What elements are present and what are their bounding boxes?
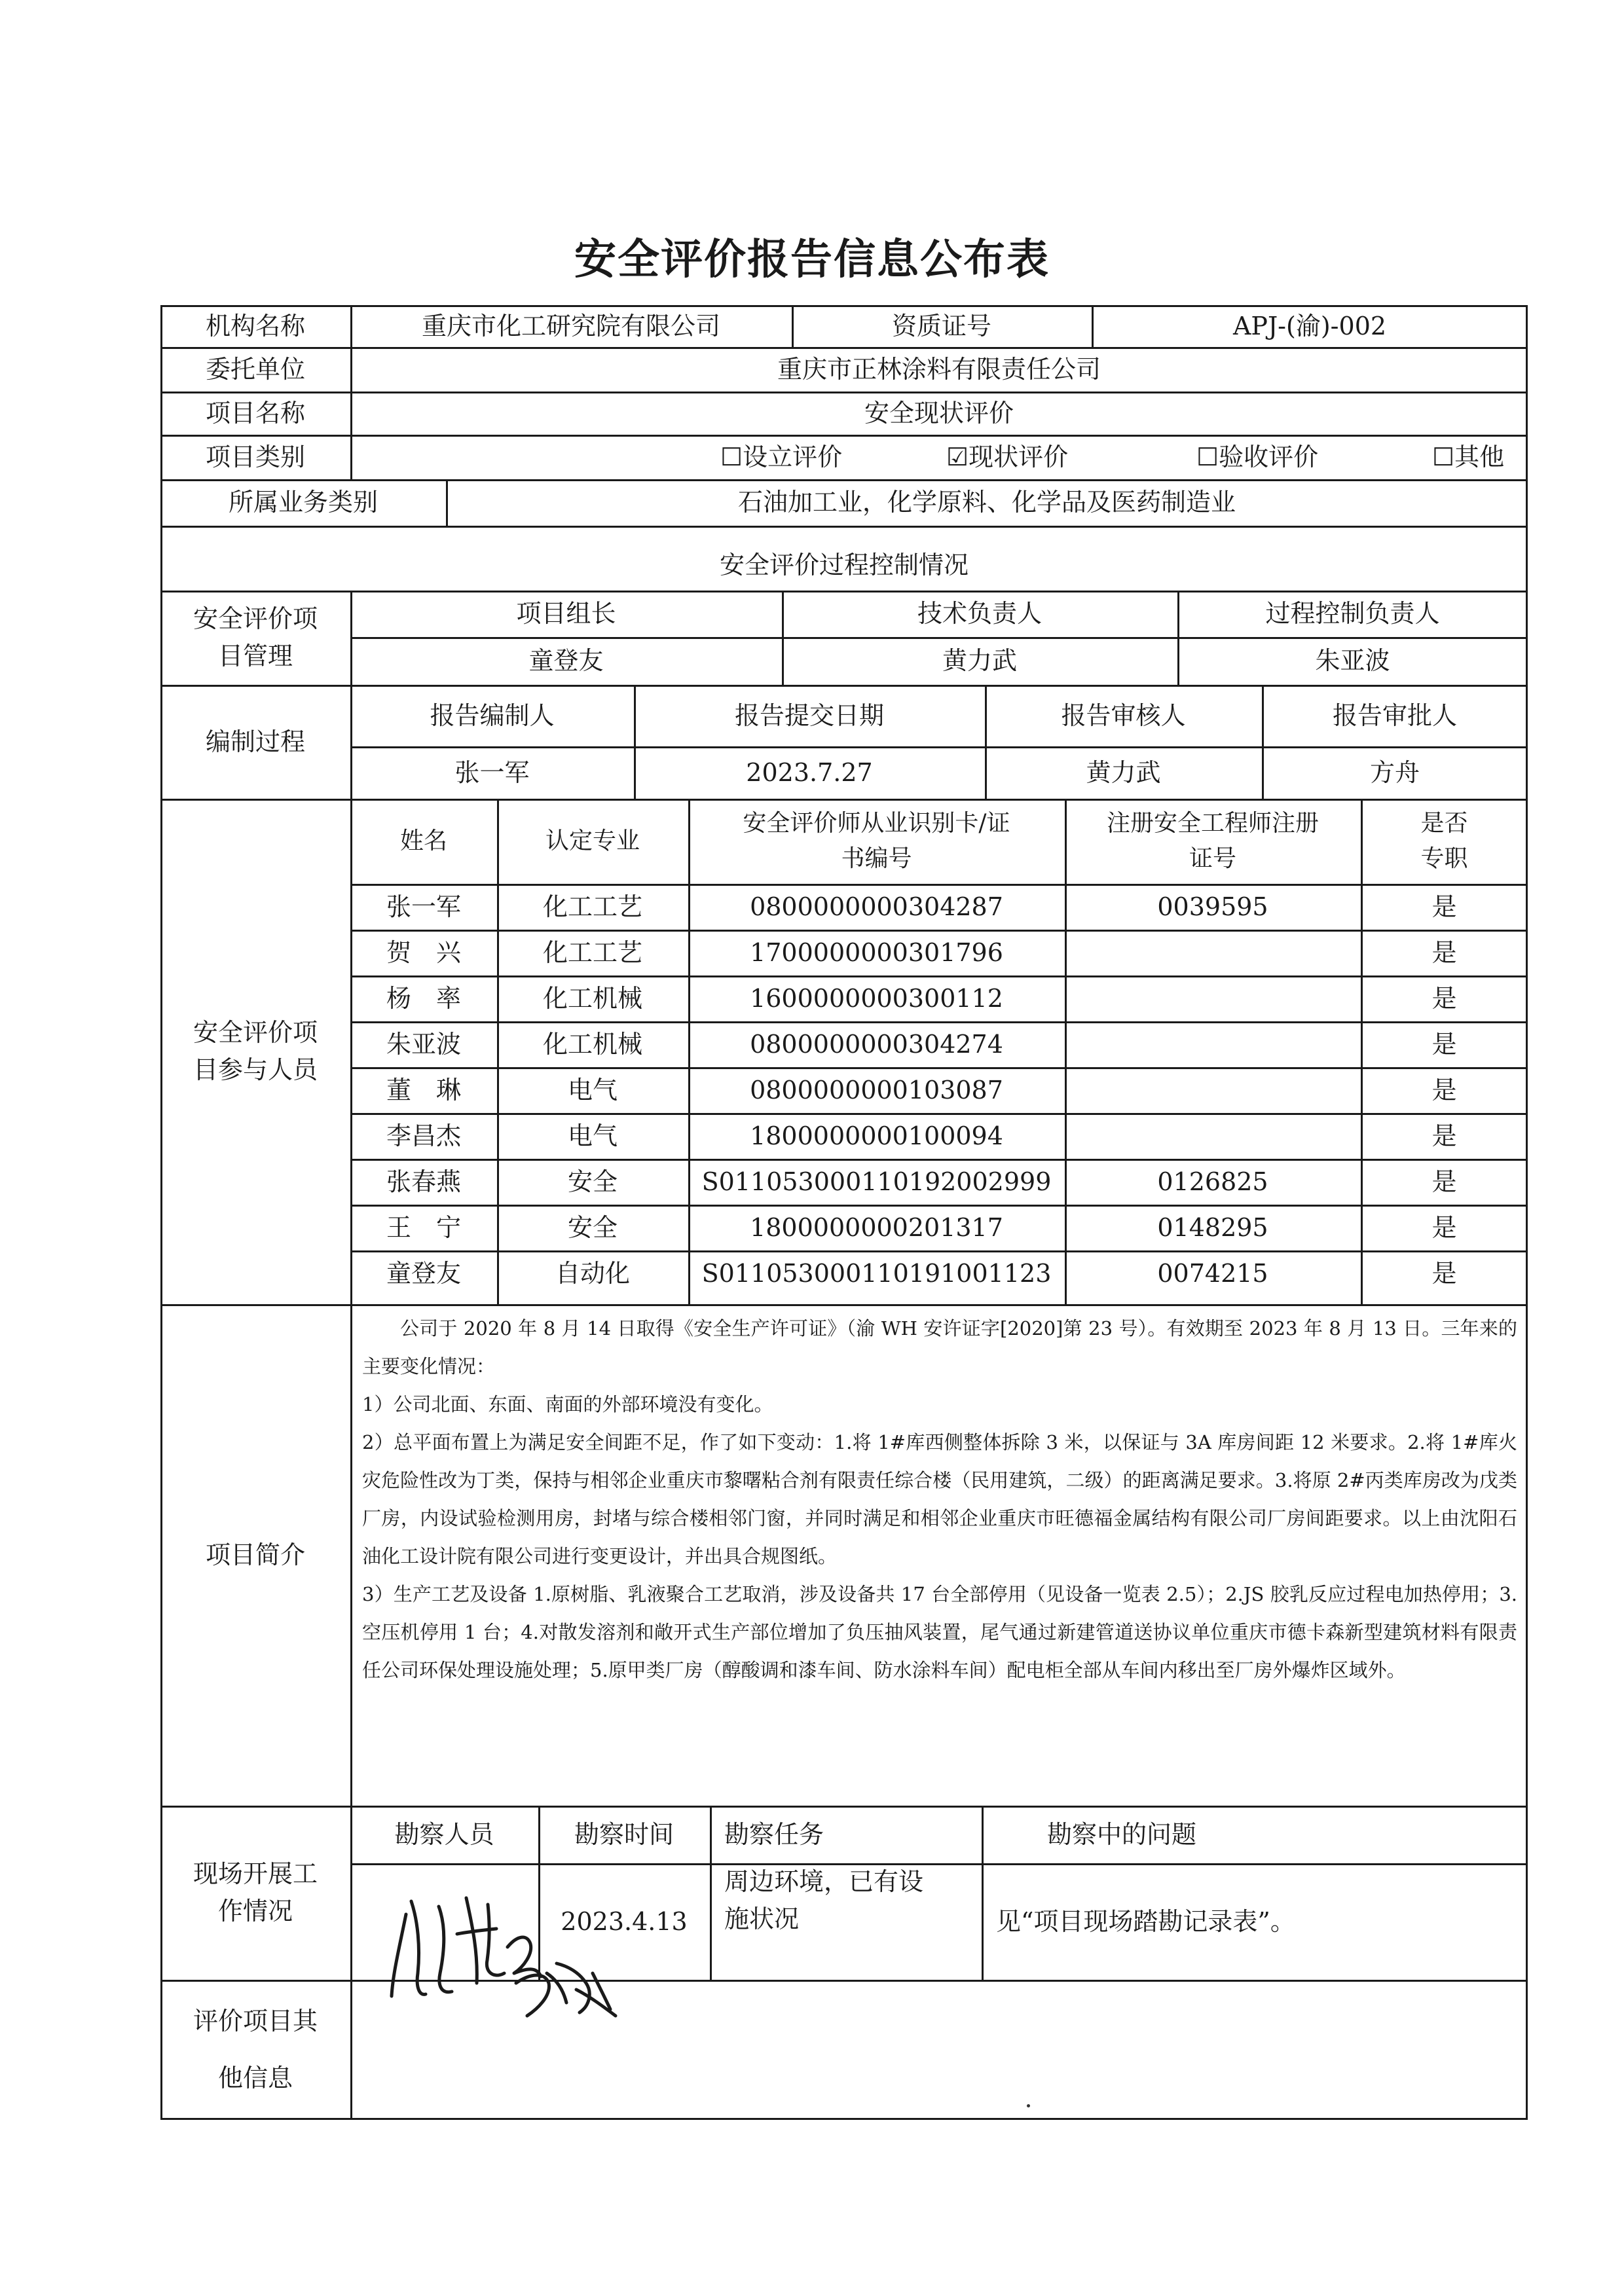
cert-value: APJ-(渝)-002: [1232, 311, 1387, 340]
compilation-header-date: 报告提交日期: [734, 701, 884, 730]
participant-name: 王 宁: [386, 1212, 461, 1242]
business-category-label: 所属业务类别: [228, 488, 378, 517]
site-time: 2023.4.13: [561, 1906, 688, 1936]
checkbox-empty-icon: ☐: [1432, 442, 1455, 471]
project-category-options: [350, 435, 1528, 479]
participant-name: 张春燕: [386, 1167, 461, 1196]
participants-header-fulltime: 是否 专职: [1420, 810, 1468, 872]
participant-reg: [1065, 1021, 1361, 1067]
participant-full: 是: [1431, 1167, 1457, 1196]
participant-card: 0800000000304287: [750, 892, 1003, 921]
category-option-acceptance: ☐验收评价: [1196, 442, 1319, 471]
compilation-approver: 方舟: [1369, 757, 1420, 787]
participant-name: 董 琳: [386, 1075, 461, 1104]
compilation-date: 2023.7.27: [746, 757, 873, 787]
org-name-label: 机构名称: [205, 311, 305, 340]
participant-card: S011053000110192002999: [701, 1167, 1052, 1196]
participant-reg: [1065, 1067, 1361, 1113]
cert-label: 资质证号: [891, 311, 991, 340]
page-title: 安全评价报告信息公布表: [574, 236, 1050, 284]
participant-major: 电气: [567, 1075, 618, 1104]
process-control-heading: 安全评价过程控制情况: [719, 551, 969, 579]
project-category-label: 项目类别: [205, 442, 305, 471]
category-option-establish: ☐设立评价: [720, 442, 843, 471]
category-option-status: ☑现状评价: [946, 442, 1069, 471]
participant-name: 贺 兴: [386, 938, 461, 967]
other-info-label: 评价项目其 他信息: [193, 2006, 318, 2092]
participant-major: 化工机械: [542, 983, 642, 1013]
participants-header-reg: 注册安全工程师注册 证号: [1106, 810, 1319, 872]
site-issue: 见“项目现场踏勘记录表”。: [996, 1906, 1295, 1936]
participants-header-major: 认定专业: [545, 828, 640, 854]
checkbox-empty-icon: ☐: [1196, 442, 1219, 471]
management-header-process: 过程控制负责人: [1265, 599, 1440, 628]
participant-full: 是: [1431, 938, 1457, 967]
client-label: 委托单位: [205, 354, 305, 384]
project-intro-text: [362, 1309, 1517, 1802]
participant-reg: 0126825: [1157, 1167, 1268, 1196]
participant-major: 安全: [567, 1167, 618, 1196]
participant-major: 安全: [567, 1212, 618, 1242]
business-category-value: 石油加工业，化学原料、化学品及医药制造业: [737, 488, 1236, 517]
site-header-time: 勘察时间: [574, 1819, 674, 1849]
site-header-task: 勘察任务: [724, 1819, 824, 1849]
site-task: 周边环境，已有设 施状况: [724, 1867, 924, 1933]
compilation-header-reviewer: 报告审核人: [1061, 701, 1186, 730]
intro-paragraph-2: 1）公司北面、东面、南面的外部环境没有变化。: [362, 1393, 773, 1415]
management-leader: 童登友: [528, 646, 604, 675]
participant-name: 李昌杰: [386, 1121, 461, 1150]
compilation-reviewer: 黄力武: [1086, 757, 1161, 787]
project-intro-label: 项目简介: [205, 1540, 305, 1569]
client-value: 重庆市正林涂料有限责任公司: [777, 354, 1101, 384]
participant-reg: 0039595: [1157, 892, 1268, 921]
project-name-label: 项目名称: [205, 398, 305, 428]
participant-full: 是: [1431, 983, 1457, 1013]
info-table: [160, 305, 1528, 2120]
participant-name: 杨 率: [386, 983, 461, 1013]
participant-name: 童登友: [386, 1258, 461, 1288]
compilation-label: 编制过程: [205, 727, 305, 756]
project-name-value: 安全现状评价: [864, 398, 1014, 428]
management-header-tech: 技术负责人: [917, 599, 1042, 628]
intro-paragraph-4: 3）生产工艺及设备 1.原树脂、乳液聚合工艺取消，涉及设备共 17 台全部停用（见设备一览表 2.5）；2.JS 胶乳反应过程电加热停用；3.空压机停用 1 台；4.对散发溶剂和敞开式生产部位增加了负压抽风装置，尾气通过新建管道送协议单位重庆市德卡森新型建筑材料有限责任公司环保处理设施处理；5.原甲类厂房（醇酸调和漆车间、防水涂料车间）配电柜全部从车间内移出至厂房外爆炸区域外。: [362, 1583, 1517, 1681]
participant-major: 化工机械: [542, 1029, 642, 1059]
site-header-issues: 勘察中的问题: [1047, 1819, 1197, 1849]
participant-name: 张一军: [386, 892, 461, 921]
participant-major: 化工工艺: [542, 938, 642, 967]
org-name-value: 重庆市化工研究院有限公司: [421, 311, 720, 340]
participant-card: 1600000000300112: [750, 983, 1003, 1013]
participant-full: 是: [1431, 1258, 1457, 1288]
compilation-header-approver: 报告审批人: [1332, 701, 1457, 730]
management-label: 安全评价项 目管理: [193, 604, 318, 670]
participants-header-name: 姓名: [399, 828, 447, 854]
participant-card: 0800000000304274: [750, 1029, 1003, 1059]
participant-full: 是: [1431, 1075, 1457, 1104]
participant-reg: 0148295: [1157, 1212, 1268, 1242]
participant-reg: [1065, 1113, 1361, 1159]
checkbox-checked-icon: ☑: [946, 442, 969, 471]
management-process: 朱亚波: [1315, 646, 1390, 675]
scan-speck: [1027, 2104, 1030, 2107]
participant-card: S011053000110191001123: [701, 1258, 1052, 1288]
compilation-header-author: 报告编制人: [430, 701, 555, 730]
intro-paragraph-3: 2）总平面布置上为满足安全间距不足，作了如下变动：1.将 1#库西侧整体拆除 3 米，以保证与 3A 库房间距 12 米要求。2.将 1#库火灾危险性改为丁类，保持与相邻企业重庆市黎曙粘合剂有限责任综合楼（民用建筑，二级）的距离满足要求。3.将原 2#丙类库房改为戊类厂房，内设试验检测用房，封堵与综合楼相邻门窗，并同时满足和相邻企业重庆市旺德福金属结构有限公司厂房间距要求。以上由沈阳石油化工设计院有限公司进行变更设计，并出具合规图纸。: [362, 1431, 1517, 1567]
participant-card: 0800000000103087: [750, 1075, 1003, 1104]
category-option-other: ☐其他: [1432, 442, 1505, 471]
participants-label: 安全评价项 目参与人员: [193, 1018, 318, 1084]
participant-major: 化工工艺: [542, 892, 642, 921]
participant-name: 朱亚波: [386, 1029, 461, 1059]
participant-reg: 0074215: [1157, 1258, 1268, 1288]
management-tech: 黄力武: [942, 646, 1017, 675]
participant-full: 是: [1431, 1212, 1457, 1242]
compilation-author: 张一军: [454, 757, 530, 787]
other-info-value: [350, 1980, 1528, 2120]
participant-card: 1800000000201317: [750, 1212, 1003, 1242]
participant-reg: [1065, 975, 1361, 1021]
site-header-inspector: 勘察人员: [394, 1819, 494, 1849]
participant-full: 是: [1431, 892, 1457, 921]
checkbox-empty-icon: ☐: [720, 442, 743, 471]
management-header-leader: 项目组长: [516, 599, 616, 628]
participant-full: 是: [1431, 1029, 1457, 1059]
participant-major: 自动化: [555, 1258, 630, 1288]
participant-card: 1700000000301796: [750, 938, 1003, 967]
participant-reg: [1065, 930, 1361, 975]
intro-paragraph-1: 公司于 2020 年 8 月 14 日取得《安全生产许可证》（渝 WH 安许证字[2020]第 23 号）。有效期至 2023 年 8 月 13 日。三年来的主要变化情况：: [362, 1317, 1517, 1377]
participant-full: 是: [1431, 1121, 1457, 1150]
site-work-label: 现场开展工 作情况: [193, 1859, 318, 1925]
participant-major: 电气: [567, 1121, 618, 1150]
participants-header-card: 安全评价师从业识别卡/证 书编号: [743, 810, 1010, 872]
participant-card: 1800000000100094: [750, 1121, 1003, 1150]
